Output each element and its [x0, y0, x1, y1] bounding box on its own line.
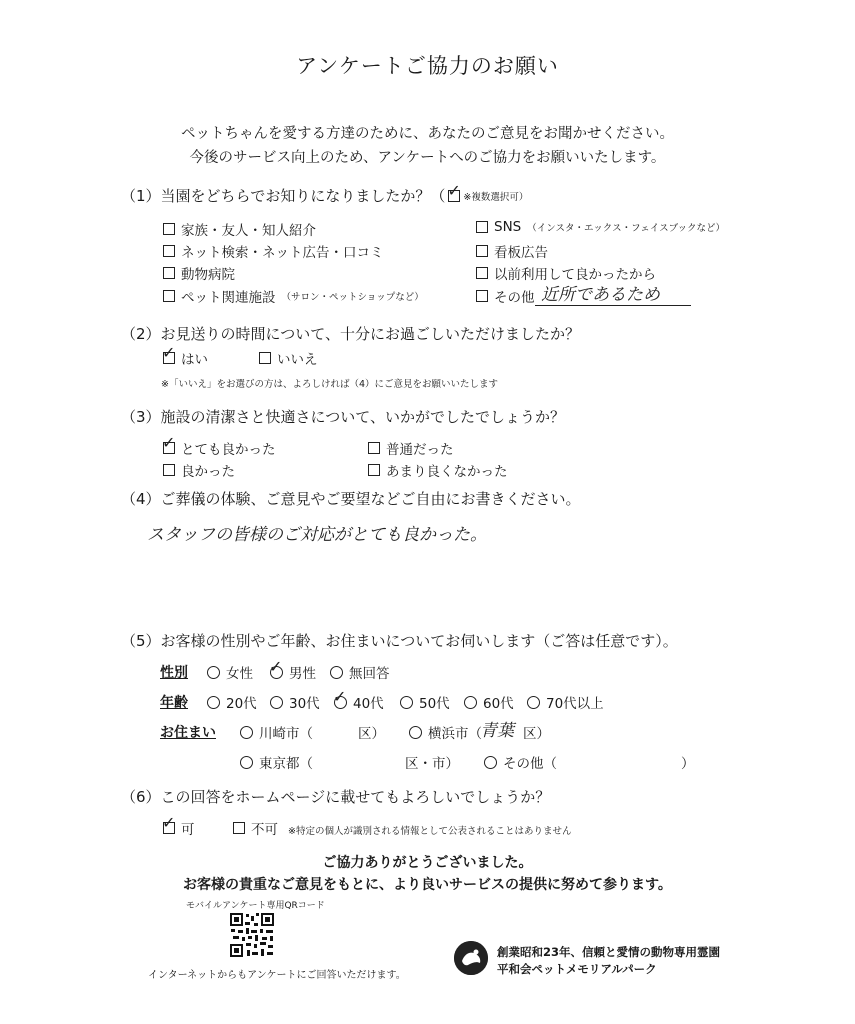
q1-other-input[interactable]: 近所であるため	[535, 280, 691, 306]
option-label: ネット検索・ネット広告・口コミ	[181, 245, 384, 261]
q3-option-not-good[interactable]	[368, 460, 508, 480]
option-sub-label: （インスタ・エックス・フェイスブックなど）	[527, 223, 725, 234]
radio-icon[interactable]: ✓	[270, 666, 283, 679]
checkbox-icon[interactable]	[476, 267, 488, 279]
q6-question: （6）この回答をホームページに載せてもよろしいでしょうか？	[121, 788, 551, 806]
option-label: 無回答	[349, 666, 390, 682]
q2-note: ※「いいえ」をお選びの方は、よろしければ（4）にご意見をお願いいたします	[161, 379, 499, 390]
option-label: その他（	[503, 756, 557, 772]
option-label: あまり良くなかった	[386, 464, 508, 480]
checkbox-icon[interactable]: ✓	[162, 813, 176, 832]
age-label: 年齢	[160, 695, 188, 711]
option-label: その他	[494, 290, 535, 306]
option-label: いいえ	[277, 352, 318, 368]
company-name: 平和会ペットメモリアルパーク	[497, 962, 657, 976]
radio-icon[interactable]	[240, 756, 253, 769]
radio-icon[interactable]	[527, 696, 540, 709]
radio-icon[interactable]	[409, 726, 422, 739]
age-60s[interactable]	[464, 692, 514, 712]
gender-female[interactable]	[207, 662, 253, 682]
qr-caption: インターネットからもアンケートにご回答いただけます。	[148, 970, 406, 981]
checkbox-icon[interactable]	[259, 352, 271, 364]
yokohama-ku: 区）	[523, 726, 550, 742]
option-label: 20代	[226, 696, 257, 712]
checkbox-icon[interactable]	[163, 290, 175, 302]
q2-question: （2）お見送りの時間について、十分にお過ごしいただけましたか？	[121, 325, 580, 343]
age-40s[interactable]	[333, 686, 384, 712]
radio-icon[interactable]	[207, 666, 220, 679]
q6-note: ※特定の個人が識別される情報として公表されることはありません	[288, 826, 572, 837]
q1-multi-note: ※複数選択可）	[463, 191, 529, 203]
qr-code-icon[interactable]	[229, 912, 275, 958]
q1-option-vet[interactable]	[163, 263, 235, 283]
q3-option-very-good[interactable]	[162, 433, 276, 458]
checkbox-icon[interactable]	[163, 267, 175, 279]
residence-other[interactable]	[484, 752, 557, 772]
option-label: 70代以上	[546, 696, 604, 712]
age-20s[interactable]	[207, 692, 257, 712]
checkbox-icon[interactable]	[476, 221, 488, 233]
q3-option-good[interactable]	[163, 460, 235, 480]
radio-icon[interactable]	[464, 696, 477, 709]
closing-line: お客様の貴重なご意見をもとに、より良いサービスの提供に努めて参ります。	[183, 877, 672, 893]
q5-question: （5）お客様の性別やご年齢、お住まいについてお伺いします（ご答は任意です）。	[121, 632, 678, 650]
q1-option-net[interactable]	[163, 241, 384, 261]
option-label: 男性	[289, 666, 316, 682]
q1-option-signboard[interactable]	[476, 241, 548, 261]
option-label: 不可	[251, 822, 278, 838]
residence-tokyo[interactable]	[240, 752, 313, 772]
option-label: 動物病院	[181, 267, 235, 283]
q1-option-family[interactable]	[163, 219, 316, 239]
gender-male[interactable]	[269, 656, 316, 682]
option-label: 可	[181, 822, 195, 838]
option-label: SNS	[494, 219, 522, 235]
company-logo-icon	[454, 941, 488, 975]
intro-line-1: ペットちゃんを愛する方達のために、あなたのご意見をお聞かせください。	[181, 126, 674, 142]
checkbox-icon[interactable]	[163, 464, 175, 476]
option-label: 川崎市（	[259, 726, 313, 742]
q4-comment-text[interactable]: スタッフの皆様のご対応がとても良かった。	[147, 525, 487, 545]
option-label: 30代	[289, 696, 320, 712]
age-70s-plus[interactable]	[527, 692, 604, 712]
gender-label: 性別	[160, 665, 188, 681]
checkbox-icon[interactable]	[368, 464, 380, 476]
radio-icon[interactable]: ✓	[334, 696, 347, 709]
radio-icon[interactable]	[400, 696, 413, 709]
option-label: 60代	[483, 696, 514, 712]
q1-question: （1）当園をどちらでお知りになりましたか？（	[121, 187, 446, 205]
q6-option-yes[interactable]	[162, 813, 195, 838]
q2-option-no[interactable]	[259, 348, 318, 368]
radio-icon[interactable]	[207, 696, 220, 709]
q1-multi-checkbox-icon: ✓	[447, 180, 461, 200]
option-label: はい	[181, 352, 208, 368]
option-label: 横浜市（	[428, 726, 482, 742]
option-label: 家族・友人・知人紹介	[181, 223, 316, 239]
q2-option-yes[interactable]	[162, 343, 208, 368]
intro-line-2: 今後のサービス向上のため、アンケートへのご協力をお願いいたします。	[189, 150, 666, 166]
option-label: 良かった	[181, 464, 235, 480]
option-label: 50代	[419, 696, 450, 712]
age-50s[interactable]	[400, 692, 450, 712]
radio-icon[interactable]	[330, 666, 343, 679]
option-label: 看板広告	[494, 245, 548, 261]
option-label: 女性	[226, 666, 253, 682]
q3-question: （3）施設の清潔さと快適さについて、いかがでしたでしょうか？	[121, 408, 565, 426]
residence-label: お住まい	[160, 725, 216, 741]
residence-yokohama[interactable]	[409, 722, 482, 742]
option-label: 普通だった	[386, 442, 454, 458]
tokyo-ku-shi: 区・市）	[405, 756, 459, 772]
q6-option-no[interactable]	[233, 818, 278, 838]
checkbox-icon[interactable]: ✓	[162, 343, 176, 362]
thanks-line: ご協力ありがとうございました。	[322, 855, 533, 871]
radio-icon[interactable]	[270, 696, 283, 709]
page-title: アンケートご協力のお願い	[296, 54, 559, 78]
residence-kawasaki[interactable]	[240, 722, 313, 742]
age-30s[interactable]	[270, 692, 320, 712]
q3-option-normal[interactable]	[368, 438, 454, 458]
other-close-paren: ）	[681, 756, 695, 772]
option-label: 東京都（	[259, 756, 313, 772]
option-sub-label: （サロン・ペットショップなど）	[281, 292, 424, 303]
q4-question: （4）ご葬儀の体験、ご意見やご要望などご自由にお書きください。	[121, 490, 581, 508]
q1-option-pet-facility[interactable]	[163, 286, 424, 306]
qr-label: モバイルアンケート専用QRコード	[186, 901, 325, 911]
q1-question-row	[121, 180, 529, 206]
yokohama-ward-input[interactable]: 青葉	[480, 721, 514, 741]
checkbox-icon[interactable]	[163, 245, 175, 257]
company-tagline: 創業昭和23年、信頼と愛情の動物専用霊園	[497, 945, 721, 959]
option-label: とても良かった	[181, 442, 276, 458]
checkbox-icon[interactable]	[233, 822, 245, 834]
q1-option-other[interactable]	[476, 286, 535, 306]
kawasaki-ku: 区）	[358, 726, 385, 742]
q1-option-sns[interactable]	[476, 219, 725, 235]
gender-no-answer[interactable]	[330, 662, 390, 682]
checkbox-icon[interactable]	[163, 223, 175, 235]
option-label: 以前利用して良かったから	[494, 267, 656, 283]
checkbox-icon[interactable]	[368, 442, 380, 454]
radio-icon[interactable]	[484, 756, 497, 769]
option-label: 40代	[353, 696, 384, 712]
checkbox-icon[interactable]	[476, 245, 488, 257]
checkbox-icon[interactable]: ✓	[162, 433, 176, 452]
radio-icon[interactable]	[240, 726, 253, 739]
option-label: ペット関連施設	[181, 290, 276, 306]
checkbox-icon[interactable]	[476, 290, 488, 302]
